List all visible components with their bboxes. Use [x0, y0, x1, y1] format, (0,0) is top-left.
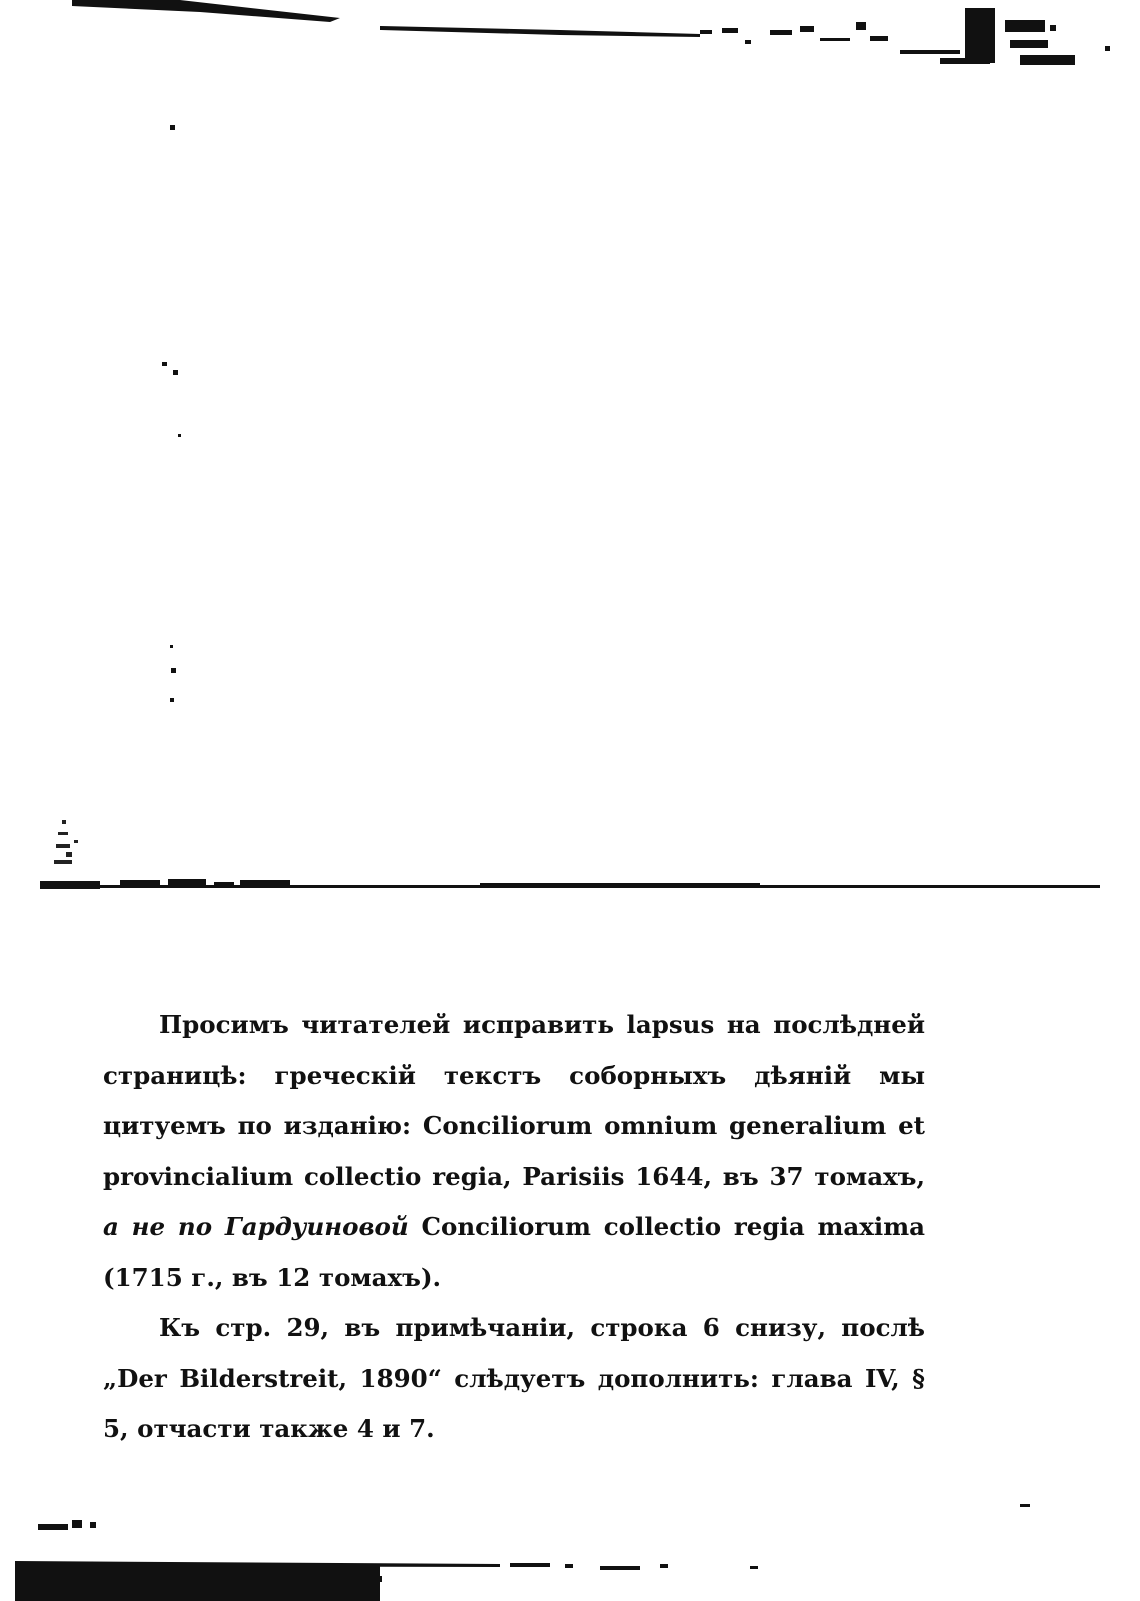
errata-paragraph-1-part-2: Conciliorum collectio regia maxima (1715 г., въ 12 томахъ). — [103, 1212, 926, 1292]
top-edge-smudge — [72, 0, 1110, 65]
errata-paragraph-2: Къ стр. 29, въ примѣчаніи, строка 6 снизу, послѣ „Der Bilderstreit, 1890“ слѣдуетъ дополнить: глава IV, § 5, отчасти также 4 и 7. — [103, 1313, 925, 1443]
left-edge-smudge — [54, 820, 78, 864]
bottom-edge-smudge — [15, 1520, 758, 1601]
errata-paragraph-1-part-1: Просимъ читателей исправить lapsus на послѣдней страницѣ: греческій текстъ соборныхъ дѣяній мы цитуемъ по изданію: Conciliorum omnium generalium et provincialium collectio regia, Parisiis 1644, въ 37 томахъ, — [103, 1010, 925, 1191]
errata-paragraph-1-italic: а не по Гардуиновой — [103, 1212, 409, 1241]
errata-paragraph-1 — [103, 1000, 925, 1303]
errata-note — [103, 1000, 925, 1455]
horizontal-rule — [40, 879, 1100, 889]
